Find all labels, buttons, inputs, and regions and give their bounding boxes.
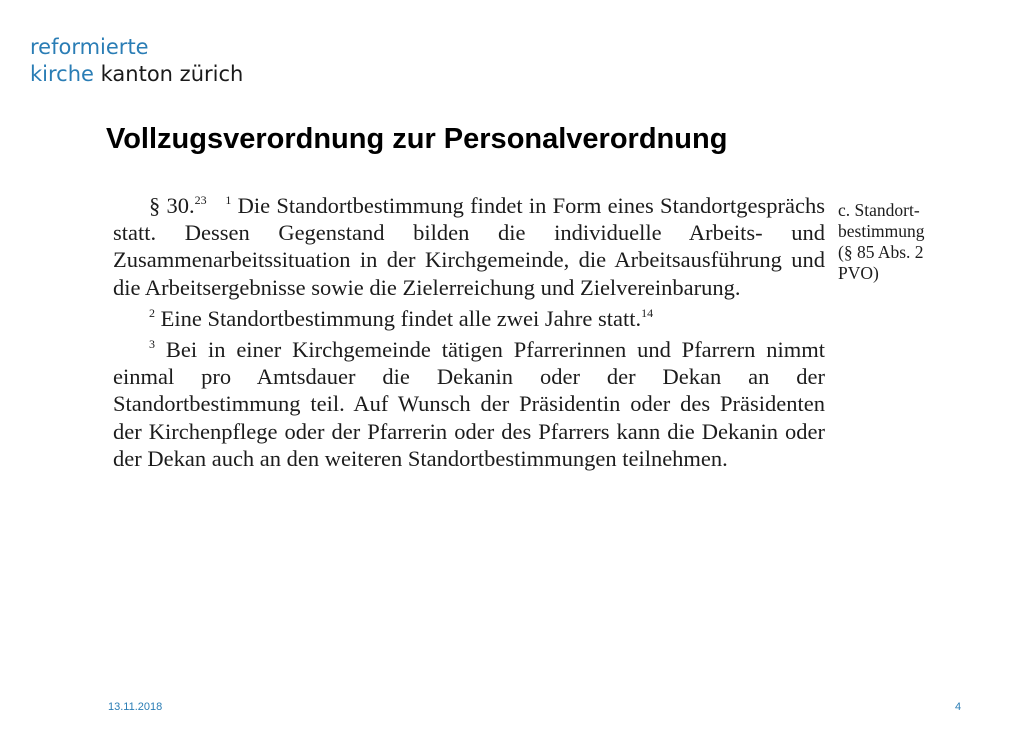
paragraph-3-number: 3 — [149, 337, 155, 352]
margin-note — [838, 200, 958, 284]
footer-date: 13.11.2018 — [108, 701, 163, 713]
section-number: § 30. — [149, 193, 195, 218]
slide-title: Vollzugsverordnung zur Personalverordnung — [106, 123, 728, 155]
section-footnote-ref: 23 — [194, 193, 207, 207]
logo-line-1: reformierte — [30, 35, 149, 59]
page-number: 4 — [955, 701, 962, 713]
paragraph-2-text: Eine Standortbestimmung findet alle zwei Jahre statt. — [160, 305, 642, 331]
paragraph-2 — [113, 305, 825, 332]
paragraph-2-footnote-ref: 14 — [641, 305, 654, 320]
paragraph-1-number: 1 — [225, 193, 232, 207]
logo-word-kirche: kirche — [30, 62, 94, 86]
scanned-law-text — [113, 192, 825, 472]
margin-note-line-1: c. Standort- — [838, 200, 920, 220]
margin-note-line-4: PVO) — [838, 263, 879, 283]
paragraph-1 — [113, 192, 825, 301]
paragraph-3 — [113, 336, 825, 472]
margin-note-line-3: (§ 85 Abs. 2 — [838, 242, 924, 262]
logo-word-kanton: kanton zürich — [93, 62, 244, 86]
paragraph-3-text: Bei in einer Kirchgemeinde tätigen Pfarrerinnen und Pfarrern nimmt einmal pro Amtsdauer die Dekanin oder der Dekan an der Standortbestimmung teil. Auf Wunsch der Präsidentin oder des Präsidenten der Kirchenpflege oder der Pfarrerin oder des Pfarrers kann die Dekanin oder der Dekan auch an den weiteren Standortbestimmungen teilnehmen. — [113, 337, 825, 471]
paragraph-2-number: 2 — [149, 305, 155, 320]
paragraph-1-text: Die Standortbestimmung findet in Form eines Standortgesprächs statt. Dessen Gegenstand bilden die individuelle Arbeits- und Zusammenarbeitssituation in der Kirchgemeinde, die Arbeitsausführung und die Arbeitsergebnisse sowie die Zielerreichung und Zielvereinbarung. — [113, 193, 826, 300]
brand-logo — [30, 34, 243, 88]
logo-line-2 — [30, 61, 243, 88]
margin-note-line-2: bestimmung — [838, 221, 925, 241]
